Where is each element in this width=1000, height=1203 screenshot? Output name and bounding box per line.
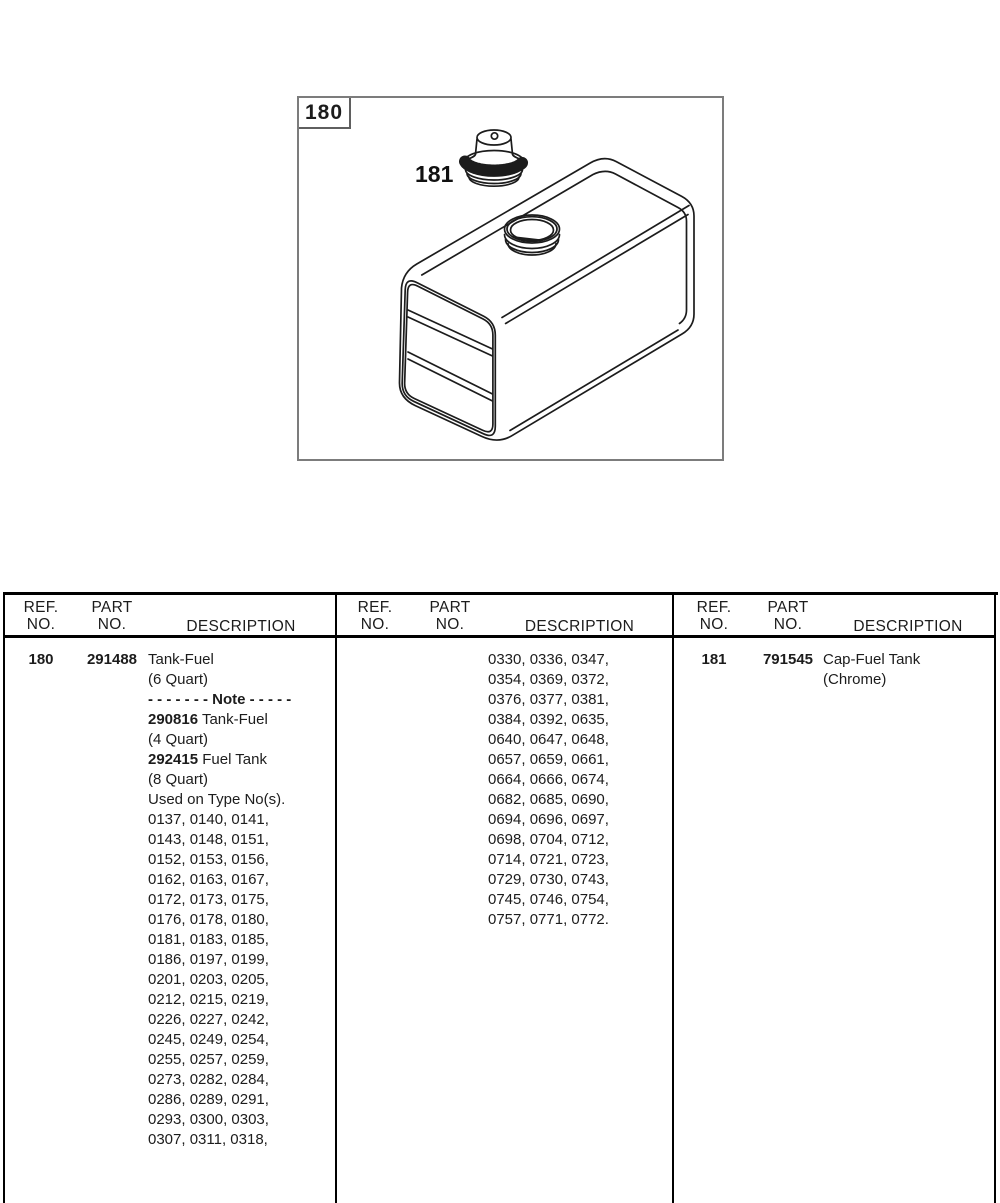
description-line: 0186, 0197, 0199, (148, 951, 269, 968)
fuel-cap-illustration (465, 130, 524, 186)
part-no-cell (413, 650, 487, 930)
description-line: 0640, 0647, 0648, (488, 731, 609, 748)
description-line: 0137, 0140, 0141, (148, 811, 269, 828)
filler-neck (505, 215, 560, 255)
panel-header (5, 595, 335, 638)
description-cell (147, 650, 335, 1150)
description-line: Cap-Fuel Tank (823, 651, 921, 668)
description-header: DESCRIPTION (853, 618, 963, 635)
description-line: 0664, 0666, 0674, (488, 771, 609, 788)
figure-number-label: 180 (299, 98, 351, 129)
description-line: 0384, 0392, 0635, (488, 711, 609, 728)
description-line: 0757, 0771, 0772. (488, 911, 609, 928)
ref-no-cell: 180 (28, 651, 54, 668)
description-cell (487, 650, 672, 930)
description-line: (6 Quart) (148, 671, 209, 688)
description-line: (Chrome) (823, 671, 887, 688)
callout-181-label: 181 (415, 161, 454, 187)
table-panel-1 (5, 595, 337, 1203)
ref-no-header: REF. NO. (23, 599, 59, 633)
table-panel-2 (337, 595, 674, 1203)
description-line: Used on Type No(s). (148, 791, 286, 808)
description-line: 0376, 0377, 0381, (488, 691, 609, 708)
description-line: (8 Quart) (148, 771, 209, 788)
panel-body (5, 638, 335, 1150)
part-no-cell: 291488 (86, 651, 138, 668)
description-line: 0729, 0730, 0743, (488, 871, 609, 888)
description-cell (822, 650, 994, 690)
part-no-header: PART NO. (767, 599, 809, 633)
ref-no-header: REF. NO. (696, 599, 732, 633)
description-line: 0273, 0282, 0284, (148, 1071, 269, 1088)
figure-box (297, 96, 724, 461)
description-line: 0714, 0721, 0723, (488, 851, 609, 868)
description-line: 0245, 0249, 0254, (148, 1031, 269, 1048)
description-line: 290816 Tank-Fuel (148, 711, 268, 728)
description-line: 0698, 0704, 0712, (488, 831, 609, 848)
description-line: 0201, 0203, 0205, (148, 971, 269, 988)
description-line: 0682, 0685, 0690, (488, 791, 609, 808)
fuel-tank-diagram (299, 98, 722, 459)
description-header: DESCRIPTION (186, 618, 296, 635)
description-line: 0212, 0215, 0219, (148, 991, 269, 1008)
table-panel-3 (674, 595, 996, 1203)
description-line: 0162, 0163, 0167, (148, 871, 269, 888)
description-line: 0176, 0178, 0180, (148, 911, 269, 928)
description-line: Tank-Fuel (148, 651, 214, 668)
description-line: (4 Quart) (148, 731, 209, 748)
fuel-tank-body (399, 159, 694, 440)
description-line: 0181, 0183, 0185, (148, 931, 269, 948)
description-line: 0143, 0148, 0151, (148, 831, 269, 848)
description-line: 0694, 0696, 0697, (488, 811, 609, 828)
description-line: 0172, 0173, 0175, (148, 891, 269, 908)
description-line: - - - - - - - Note - - - - - (148, 691, 292, 708)
ref-no-header: REF. NO. (357, 599, 393, 633)
panel-body (674, 638, 994, 690)
ref-no-cell: 181 (701, 651, 727, 668)
parts-table (3, 592, 998, 1203)
ref-no-cell (337, 650, 413, 930)
description-line: 0255, 0257, 0259, (148, 1051, 269, 1068)
description-line: 292415 Fuel Tank (148, 751, 267, 768)
description-line: 0657, 0659, 0661, (488, 751, 609, 768)
description-line: 0307, 0311, 0318, (148, 1131, 268, 1148)
part-no-cell: 791545 (762, 651, 814, 668)
description-line: 0745, 0746, 0754, (488, 891, 609, 908)
description-line: 0286, 0289, 0291, (148, 1091, 269, 1108)
part-no-header: PART NO. (91, 599, 133, 633)
part-no-header: PART NO. (429, 599, 471, 633)
description-header: DESCRIPTION (524, 618, 635, 635)
description-line: 0330, 0336, 0347, (488, 651, 609, 668)
description-line: 0226, 0227, 0242, (148, 1011, 269, 1028)
description-line: 0354, 0369, 0372, (488, 671, 609, 688)
panel-header (674, 595, 994, 638)
panel-body (337, 638, 672, 930)
description-line: 0152, 0153, 0156, (148, 851, 269, 868)
panel-header (337, 595, 672, 638)
description-line: 0293, 0300, 0303, (148, 1111, 269, 1128)
